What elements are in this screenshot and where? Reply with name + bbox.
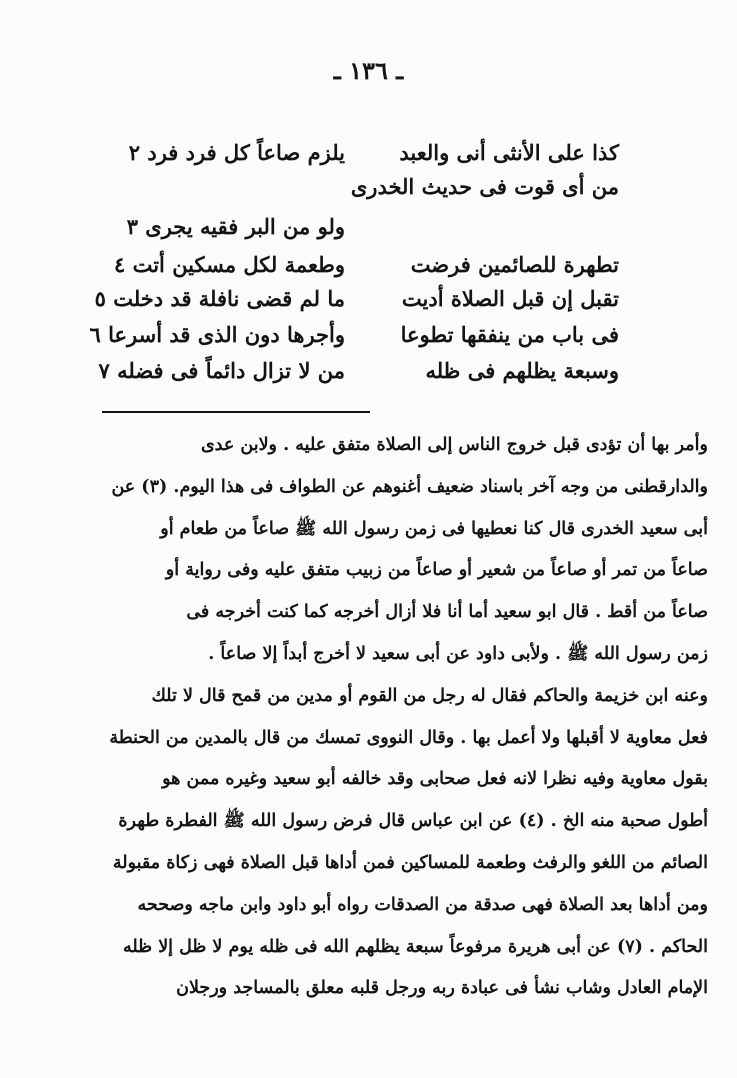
verse-hemistich-right: تقبل إن قبل الصلاة أديت [401, 286, 619, 311]
commentary-line: زمن رسول الله ﷺ . ولأبى داود عن أبى سعيد لا أخرج أبداً إلا صاعاً . [208, 643, 708, 664]
commentary-text [100, 425, 708, 1010]
commentary-line: الإمام العادل وشاب نشأ فى عبادة ربه ورجل قلبه معلق بالمساجد ورجلان [176, 978, 708, 999]
verse-hemistich-left: وطعمة لكل مسكين أتت ٤ [113, 252, 345, 277]
commentary-line: صاعاً من أقط . قال ابو سعيد أما أنا فلا أزال أخرجه كما كنت أخرجه فى [186, 602, 708, 623]
commentary-line: أطول صحبة منه الخ . (٤) عن ابن عباس قال فرض رسول الله ﷺ الفطرة طهرة [118, 811, 708, 832]
verse-hemistich-left: وأجرها دون الذى قد أسرعا ٦ [89, 322, 345, 347]
page-number: ـ ١٣٦ ـ [333, 56, 404, 85]
commentary-line: أبى سعيد الخدرى قال كنا نعطيها فى زمن رسول الله ﷺ صاعاً من طعام أو [160, 518, 708, 539]
verse-hemistich-left: ما لم قضى نافلة قد دخلت ٥ [94, 286, 345, 311]
commentary-line: الصائم من اللغو والرفث وطعمة للمساكين فمن أداها قبل الصلاة فهى زكاة مقبولة [112, 852, 708, 873]
section-divider [102, 411, 370, 413]
verse-hemistich-right: فى باب من ينفقها تطوعا [400, 322, 619, 347]
commentary-line: ومن أداها بعد الصلاة فهى صدقة من الصدقات رواه أبو داود وابن ماجه وصححه [137, 894, 708, 915]
verse-hemistich-right: تطهرة للصائمين فرضت [410, 252, 619, 277]
verse-hemistich-left: من لا تزال دائماً فى فضله ٧ [98, 358, 345, 383]
commentary-line: فعل معاوية لا أقبلها ولا أعمل بها . وقال النووى تمسك من قال بالمدين من الحنطة [109, 727, 708, 748]
commentary-line: الحاكم . (٧) عن أبى هريرة مرفوعاً سبعة يظلهم الله فى ظله يوم لا ظل إلا ظله [123, 936, 708, 957]
verse-hemistich-right: وسبعة يظلهم فى ظله [425, 358, 619, 383]
commentary-line: والدارقطنى من وجه آخر باسناد ضعيف أغنوهم عن الطواف فى هذا اليوم. (٣) عن [111, 476, 708, 497]
verse-hemistich-left: ولو من البر فقيه يجرى ٣ [126, 214, 345, 239]
commentary-line: بقول معاوية وفيه نظرا لانه فعل صحابى وقد خالفه أبو سعيد وغيره ممن هو [162, 769, 708, 790]
commentary-line: وعنه ابن خزيمة والحاكم فقال له رجل من القوم أو مدين من قمح قال لا تلك [151, 685, 708, 706]
commentary-line: صاعاً من تمر أو صاعاً من شعير أو صاعاً من زبيب متفق عليه وفى رواية أو [165, 560, 708, 581]
commentary-line: وأمر بها أن تؤدى قبل خروج الناس إلى الصلاة متفق عليه . ولابن عدى [200, 435, 708, 455]
verse-hemistich-right: من أى قوت فى حديث الخدرى [350, 174, 619, 199]
verse-hemistich-left: يلزم صاعاً كل فرد فرد ٢ [128, 140, 345, 165]
verse-hemistich-right: كذا على الأنثى أنى والعبد [399, 140, 619, 165]
